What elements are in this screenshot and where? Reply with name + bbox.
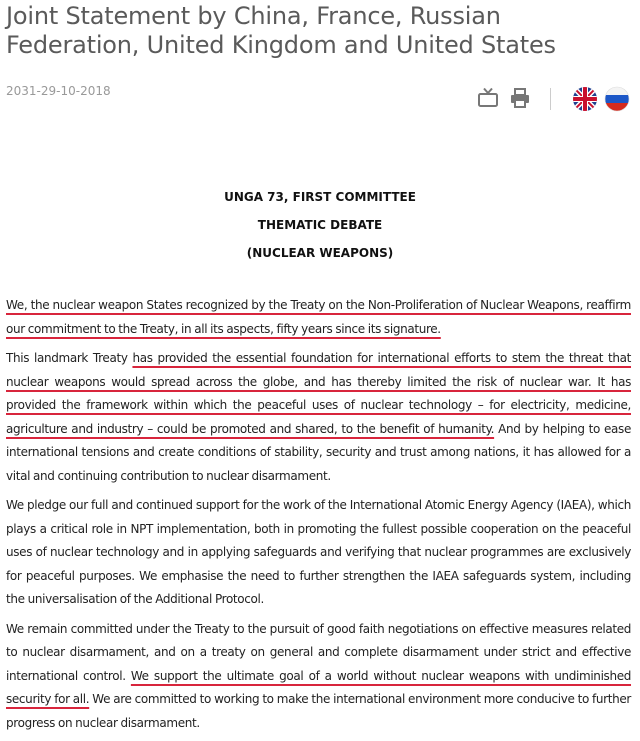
highlight-text: We support the ultimate goal of a world without nuclear weapons with undiminished security for all.: [6, 668, 632, 706]
print-icon[interactable]: [508, 86, 532, 110]
paragraph-text: We pledge our full and continued support for the work of the International Atomic Energy Agency (IAEA), which plays a critical role in NPT implementation, both in promoting the fullest possible cooperation on the peaceful uses of nuclear technology and in applying safeguards and verifying that nuclear programmes are exclusively for peaceful purposes. We emphasise the need to further strengthen the IAEA safeguards system, including the universalisation of the Additional Protocol.: [6, 498, 631, 606]
paragraph-1: [6, 294, 631, 341]
statement-body: [6, 294, 631, 741]
paragraph-text: This landmark Treaty: [6, 351, 133, 365]
paragraph-3: [6, 494, 631, 612]
toolbar-divider: [550, 88, 551, 110]
russia-flag-icon[interactable]: [604, 86, 630, 112]
paragraph-2: [6, 347, 631, 488]
paragraph-text: We remain committed under the Treaty to the pursuit of good faith negotiations on effective measures related to nuclear disarmament, and on a treaty on general and complete disarmament under strict and effective international control.: [6, 621, 631, 683]
paragraph-4: [6, 618, 631, 736]
paragraph-text: We are committed to working to make the international environment more conducive to further progress on nuclear disarmament.: [6, 692, 631, 730]
uk-flag-icon[interactable]: [572, 86, 598, 112]
heading-debate: THEMATIC DEBATE: [257, 218, 383, 232]
heading-topic: (NUCLEAR WEAPONS): [246, 246, 394, 260]
publish-date: 2031-29-10-2018: [6, 84, 111, 98]
paragraph-text: And by helping to ease international tensions and create conditions of stability, security and trust among nations, it has allowed for a vital and continuing contribution to nuclear disarmament.: [6, 421, 631, 483]
page-title: Joint Statement by China, France, Russian Federation, United Kingdom and United States: [6, 2, 556, 59]
tv-icon[interactable]: [476, 86, 500, 110]
highlight-text: We, the nuclear weapon States recognized by the Treaty on the Non-Proliferation of Nuclear Weapons, reaffirm our commitment to the Treaty, in all its aspects, fifty years since its signature.: [6, 298, 631, 336]
heading-committee: UNGA 73, FIRST COMMITTEE: [224, 190, 416, 204]
highlight-text: has provided the essential foundation for international efforts to stem the threat that nuclear weapons would spread across the globe, and has thereby limited the risk of nuclear war. It has provided the framework within which the peaceful uses of nuclear technology – for electricity, medicine, agriculture and industry – could be promoted and shared, to the benefit of humanity.: [6, 351, 631, 436]
